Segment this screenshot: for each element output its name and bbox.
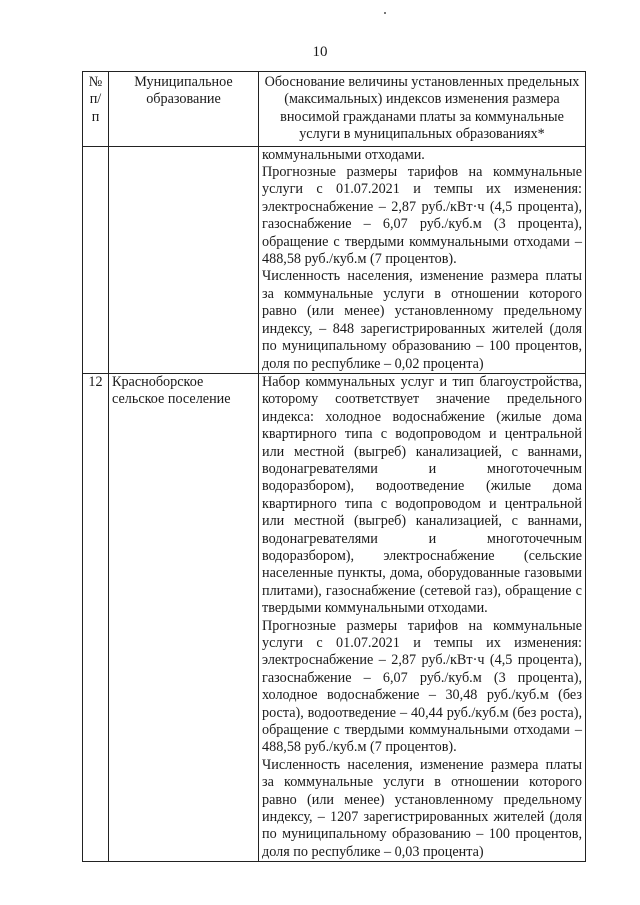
municipality-name: Красноборское сельское поселение <box>109 373 259 861</box>
justification-paragraph: Прогнозные размеры тарифов на коммунальные услуги с 01.07.2021 и темпы их изменения: электроснабжение – 2,87 руб./кВт·ч (4,5 процента), газоснабжение – 6,07 руб./куб.м (3 процента), обращение с твердыми коммунальными отходами – 488,58 руб./куб.м (7 процентов). <box>262 164 582 268</box>
justification-paragraph: коммунальными отходами. <box>262 146 425 163</box>
header-justification: Обоснование величины установленных предельных (максимальных) индексов изменения размера вносимой гражданами платы за коммунальные услуги в муниципальных образованиях* <box>259 72 586 147</box>
table-row <box>83 146 586 373</box>
page-number: 10 <box>312 44 328 60</box>
justification-paragraph: Прогнозные размеры тарифов на коммунальные услуги с 01.07.2021 и темпы их изменения: электроснабжение – 2,87 руб./кВт·ч (4,5 процента), газоснабжение – 6,07 руб./куб.м (3 процента), холодное водоснабжение – 30,48 руб./куб.м (без роста), водоотведение – 40,44 руб./куб.м (без роста), обращение с твердыми коммунальными отходами – 488,58 руб./куб.м (7 процентов). <box>262 617 582 756</box>
justification-cell <box>259 373 586 861</box>
tariff-justification-table <box>82 71 586 862</box>
justification-paragraph: Численность населения, изменение размера платы за коммунальные услуги в отношении которого равно (или менее) установленному предельному индексу, – 1207 зарегистрированных жителей (доля по муниципальному образованию – 100 процентов, доля по республике – 0,03 процента) <box>262 756 582 860</box>
justification-paragraph: Набор коммунальных услуг и тип благоустройства, которому соответствует значение предельного индекса: холодное водоснабжение (жилые дома квартирного типа с водопроводом и центральной или местной (выгреб) канализацией, с ваннами, водонагревателями и многоточечным водоразбором), водоотведение (жилые дома квартирного типа с водопроводом и центральной или местной (выгреб) канализацией, с ваннами, водонагревателями и многоточечным водоразбором), электроснабжение (сельские населенные пункты, дома, оборудованные газовыми плитами), газоснабжение (сетевой газ), обращение с твердыми коммунальными отходами. <box>262 373 582 617</box>
municipality-name <box>109 146 259 373</box>
table-header-row <box>83 72 586 147</box>
justification-cell <box>259 146 586 373</box>
header-num: № п/п <box>83 72 109 147</box>
row-number <box>83 146 109 373</box>
justification-paragraph: Численность населения, изменение размера платы за коммунальные услуги в отношении которого равно (или менее) установленному предельному индексу, – 848 зарегистрированных жителей (доля по муниципальному образованию – 100 процентов, доля по республике – 0,02 процента) <box>262 268 582 372</box>
scan-speck <box>384 12 386 14</box>
header-municipality: Муниципальное образование <box>109 72 259 147</box>
row-number: 12 <box>83 373 109 861</box>
table-row <box>83 373 586 861</box>
